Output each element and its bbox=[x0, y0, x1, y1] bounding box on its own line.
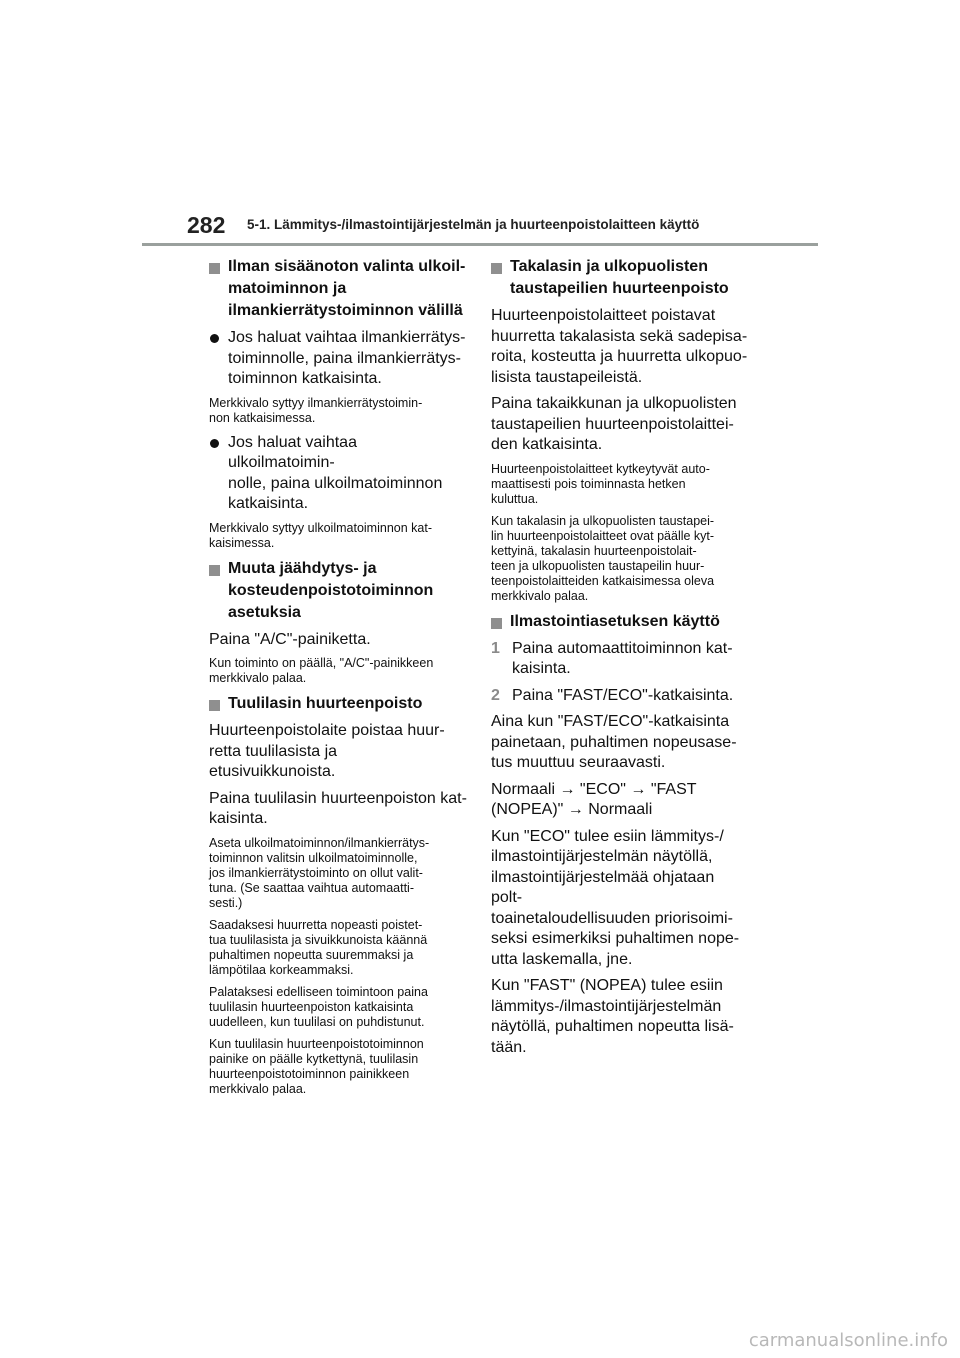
note-text: Huurteenpoistolaitteet kytkeytyvät auto- maattisesti pois toiminnasta hetken kuluttua. bbox=[491, 461, 710, 506]
step-item bbox=[491, 686, 749, 707]
note-text: Palataksesi edelliseen toimintoon paina tuulilasin huurteenpoiston katkaisinta uudelleen, kun tuulilasi on puhdistunut. bbox=[209, 984, 428, 1029]
paragraph: Huurteenpoistolaite poistaa huur- retta tuulilasista ja etusivuikkunoista. bbox=[209, 722, 445, 780]
section-heading bbox=[491, 611, 749, 633]
step-text: Paina "FAST/ECO"-katkaisinta. bbox=[512, 686, 734, 704]
bullet-dot-icon bbox=[210, 334, 219, 343]
step-item bbox=[491, 639, 749, 680]
square-bullet-icon bbox=[209, 700, 220, 711]
square-bullet-icon bbox=[209, 565, 220, 576]
bullet-text: Jos haluat vaihtaa ilmankierrätys- toiminnolle, paina ilmankierrätys- toiminnon katkaisinta. bbox=[228, 329, 466, 387]
note-text: Saadaksesi huurretta nopeasti poistet- tua tuulilasista ja sivuikkunoista käännä puhaltimen nopeutta suuremmaksi ja lämpötilaa korkeammaksi. bbox=[209, 917, 428, 977]
page-header bbox=[0, 0, 960, 250]
bullet-item bbox=[209, 433, 467, 515]
square-bullet-icon bbox=[491, 618, 502, 629]
paragraph: Huurteenpoistolaitteet poistavat huurretta takalasista sekä sadepisa- roita, kosteutta ja huurretta ulkopuo- lisista taustapeileistä. bbox=[491, 307, 748, 386]
paragraph: Paina takaikkunan ja ulkopuolisten taustapeilien huurteenpoistolaittei- den katkaisinta. bbox=[491, 395, 737, 453]
note-text: Kun tuulilasin huurteenpoistotoiminnon painike on päälle kytkettynä, tuulilasin huurteenpoistotoiminnon painikkeen merkkivalo palaa. bbox=[209, 1036, 424, 1096]
note-text: Kun takalasin ja ulkopuolisten taustapei- lin huurteenpoistolaitteet ovat päälle kyt- kettyinä, takalasin huurteenpoistolait- teen ja ulkopuolisten taustapeilin huur- teenpoistolaitteiden katkaisimessa oleva merkkivalo palaa. bbox=[491, 513, 715, 603]
heading-text: Takalasin ja ulkopuolisten taustapeilien huurteenpoisto bbox=[510, 258, 729, 297]
paragraph: Paina tuulilasin huurteenpoiston kat- kaisinta. bbox=[209, 789, 467, 827]
note-text: Aseta ulkoilmatoiminnon/ilmankierrätys- toiminnon valitsin ulkoilmatoiminnolle, jos ilmankierrätystoiminto on ollut valit- tuna. (Se saattaa vaihtua automaatti- sesti.) bbox=[209, 835, 430, 910]
paragraph: Normaali → "ECO" → "FAST (NOPEA)" → Normaali bbox=[491, 780, 697, 818]
square-bullet-icon bbox=[209, 263, 220, 274]
right-column bbox=[491, 252, 749, 1064]
note-text: Merkkivalo syttyy ilmankierrätystoimin- non katkaisimessa. bbox=[209, 395, 423, 425]
section-heading bbox=[491, 256, 749, 300]
paragraph: Kun "FAST" (NOPEA) tulee esiin lämmitys-/ilmastointijärjestelmän näytöllä, puhaltimen nopeutta lisä- tään. bbox=[491, 977, 734, 1056]
watermark-text: carmanualsonline.info bbox=[748, 1330, 948, 1351]
note-text: Merkkivalo syttyy ulkoilmatoiminnon kat- kaisimessa. bbox=[209, 520, 432, 550]
note-text: Kun toiminto on päällä, "A/C"-painikkeen merkkivalo palaa. bbox=[209, 656, 434, 685]
page-number: 282 bbox=[187, 212, 226, 238]
heading-text: Ilmastointiasetuksen käyttö bbox=[510, 612, 720, 630]
bullet-item bbox=[209, 328, 467, 390]
bullet-dot-icon bbox=[210, 439, 219, 448]
section-heading bbox=[209, 558, 467, 624]
header-divider bbox=[142, 243, 818, 246]
paragraph: Paina "A/C"-painiketta. bbox=[209, 630, 371, 648]
step-number: 2 bbox=[491, 686, 500, 704]
heading-text: Muuta jäähdytys- ja kosteudenpoistotoiminnon asetuksia bbox=[228, 559, 434, 621]
bullet-text: Jos haluat vaihtaa ulkoilmatoimin- nolle, paina ulkoilmatoiminnon katkaisinta. bbox=[228, 433, 443, 512]
left-column bbox=[209, 252, 467, 1104]
section-heading bbox=[209, 256, 467, 322]
paragraph: Aina kun "FAST/ECO"-katkaisinta painetaan, puhaltimen nopeusase- tus muuttuu seuraavasti. bbox=[491, 713, 737, 771]
chapter-title: 5-1. Lämmitys-/ilmastointijärjestelmän ja huurteenpoistolaitteen käyttö bbox=[247, 217, 700, 232]
section-heading bbox=[209, 693, 467, 715]
heading-text: Tuulilasin huurteenpoisto bbox=[228, 695, 423, 712]
step-text: Paina automaattitoiminnon kat- kaisinta. bbox=[512, 639, 733, 677]
heading-text: Ilman sisäänoton valinta ulkoil- matoiminnon ja ilmankierrätystoiminnon välillä bbox=[228, 258, 466, 319]
step-number: 1 bbox=[491, 639, 500, 657]
paragraph: Kun "ECO" tulee esiin lämmitys-/ ilmastointijärjestelmän näytöllä, ilmastointijärjestelmää ohjataan polt- toainetaloudellisuuden priorisoimi- seksi esimerkiksi puhaltimen nope- utta laskemalla, jne. bbox=[491, 827, 740, 968]
square-bullet-icon bbox=[491, 263, 502, 274]
